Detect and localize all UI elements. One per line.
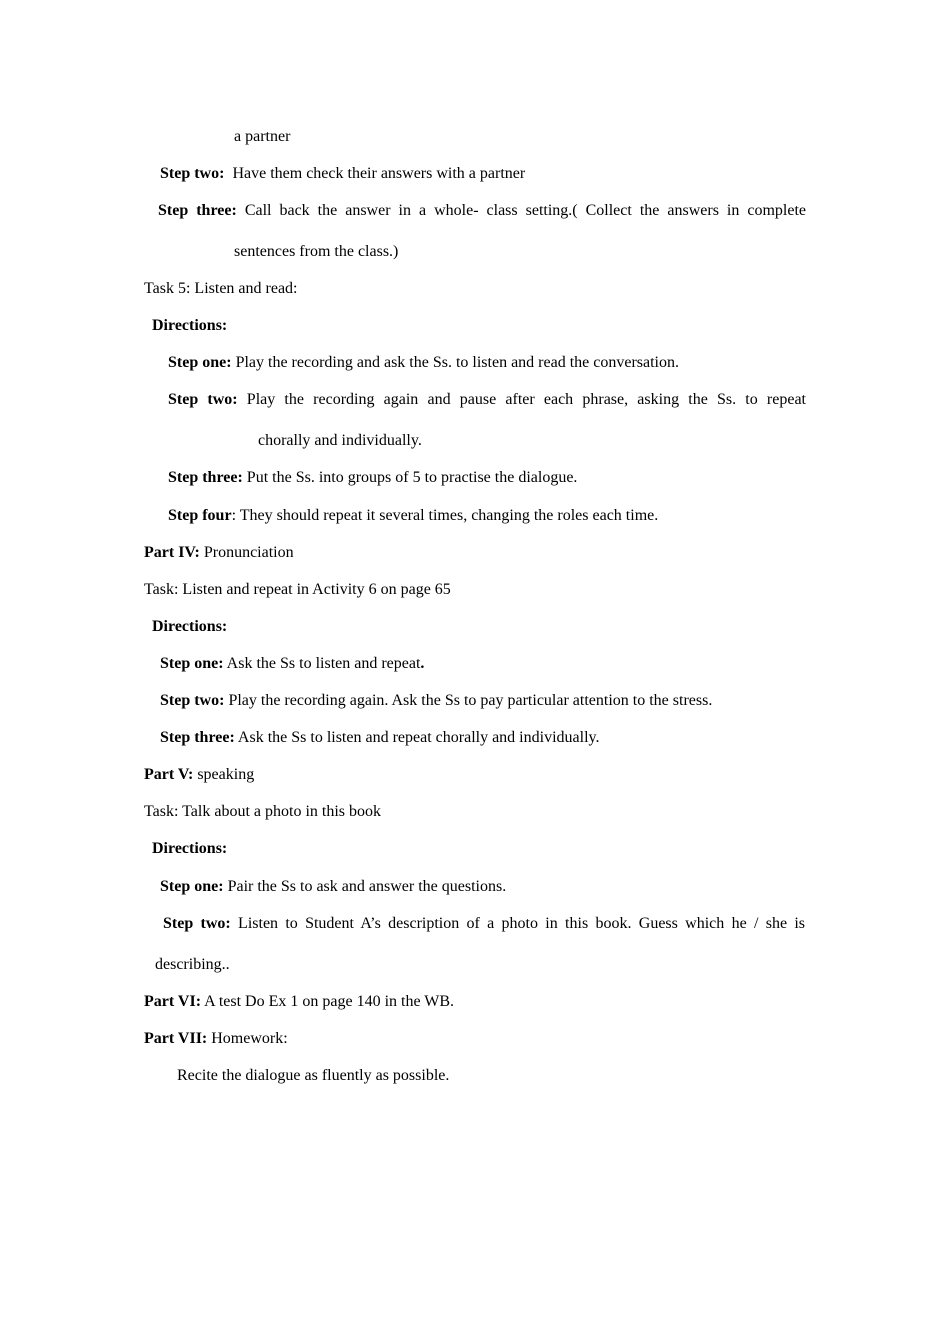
directions-heading: [152, 316, 227, 336]
step-line: [168, 390, 806, 410]
step-line: [160, 654, 424, 674]
step-line: [168, 468, 577, 488]
step-text: Listen to Student A’s description of a photo in this book. Guess which he / she is: [230, 915, 806, 932]
step-text: Play the recording and ask the Ss. to listen and read the conversation.: [231, 354, 679, 371]
task-heading: [144, 802, 381, 822]
step-label: Step one:: [160, 655, 224, 672]
task-text: Task: Listen and repeat in Activity 6 on page 65: [144, 581, 451, 598]
step-label: Step three:: [160, 729, 235, 746]
step-line: [168, 506, 658, 526]
text-line: [177, 1066, 449, 1086]
part-text: speaking: [193, 766, 255, 783]
step-label: Step two:: [160, 692, 225, 709]
text-line: [258, 431, 422, 451]
part-heading: [144, 765, 254, 785]
step-line: [160, 691, 712, 711]
step-text: : They should repeat it several times, changing the roles each time.: [231, 507, 659, 524]
step-line: [168, 353, 679, 373]
line-text: chorally and individually.: [258, 432, 422, 449]
directions-label: Directions:: [152, 618, 228, 635]
part-heading: [144, 992, 454, 1012]
part-text: A test Do Ex 1 on page 140 in the WB.: [201, 993, 455, 1010]
task-text: Task 5: Listen and read:: [144, 280, 298, 297]
task-heading: [144, 580, 451, 600]
step-label: Step two:: [163, 915, 231, 932]
part-label: Part IV:: [144, 544, 200, 561]
step-label: Step two:: [160, 165, 225, 182]
line-text: a partner: [234, 128, 291, 145]
step-label: Step three:: [168, 469, 243, 486]
step-line: [160, 877, 506, 897]
step-label: Step one:: [160, 878, 224, 895]
step-text: Ask the Ss to listen and repeat chorally and individually.: [234, 729, 600, 746]
part-heading: [144, 1029, 288, 1049]
text-line: [234, 242, 398, 262]
part-heading: [144, 543, 294, 563]
line-text: sentences from the class.): [234, 243, 399, 260]
task-text: Task: Talk about a photo in this book: [144, 803, 381, 820]
step-line: [163, 914, 805, 934]
step-label: Step one:: [168, 354, 232, 371]
step-text: Ask the Ss to listen and repeat: [223, 655, 421, 672]
step-text: Pair the Ss to ask and answer the questions.: [223, 878, 507, 895]
step-text: Have them check their answers with a partner: [224, 165, 526, 182]
step-tail: .: [420, 655, 425, 672]
step-text: Call back the answer in a whole- class setting.( Collect the answers in complete: [236, 202, 807, 219]
step-text: Play the recording again and pause after each phrase, asking the Ss. to repeat: [237, 391, 807, 408]
line-text: describing..: [155, 956, 230, 973]
step-line: [160, 164, 525, 184]
step-line: [160, 728, 599, 748]
directions-heading: [152, 839, 227, 859]
text-line: [155, 955, 230, 975]
part-text: Pronunciation: [199, 544, 294, 561]
part-label: Part V:: [144, 766, 194, 783]
text-line: [234, 127, 290, 147]
step-label: Step two:: [168, 391, 238, 408]
directions-label: Directions:: [152, 840, 228, 857]
task-heading: [144, 279, 298, 299]
line-text: Recite the dialogue as fluently as possible.: [177, 1067, 450, 1084]
directions-label: Directions:: [152, 317, 228, 334]
part-text: Homework:: [207, 1030, 288, 1047]
part-label: Part VII:: [144, 1030, 208, 1047]
step-text: Play the recording again. Ask the Ss to pay particular attention to the stress.: [224, 692, 713, 709]
part-label: Part VI:: [144, 993, 202, 1010]
step-label: Step three:: [158, 202, 237, 219]
step-label: Step four: [168, 507, 232, 524]
step-line: [158, 201, 806, 221]
step-text: Put the Ss. into groups of 5 to practise the dialogue.: [242, 469, 578, 486]
directions-heading: [152, 617, 227, 637]
